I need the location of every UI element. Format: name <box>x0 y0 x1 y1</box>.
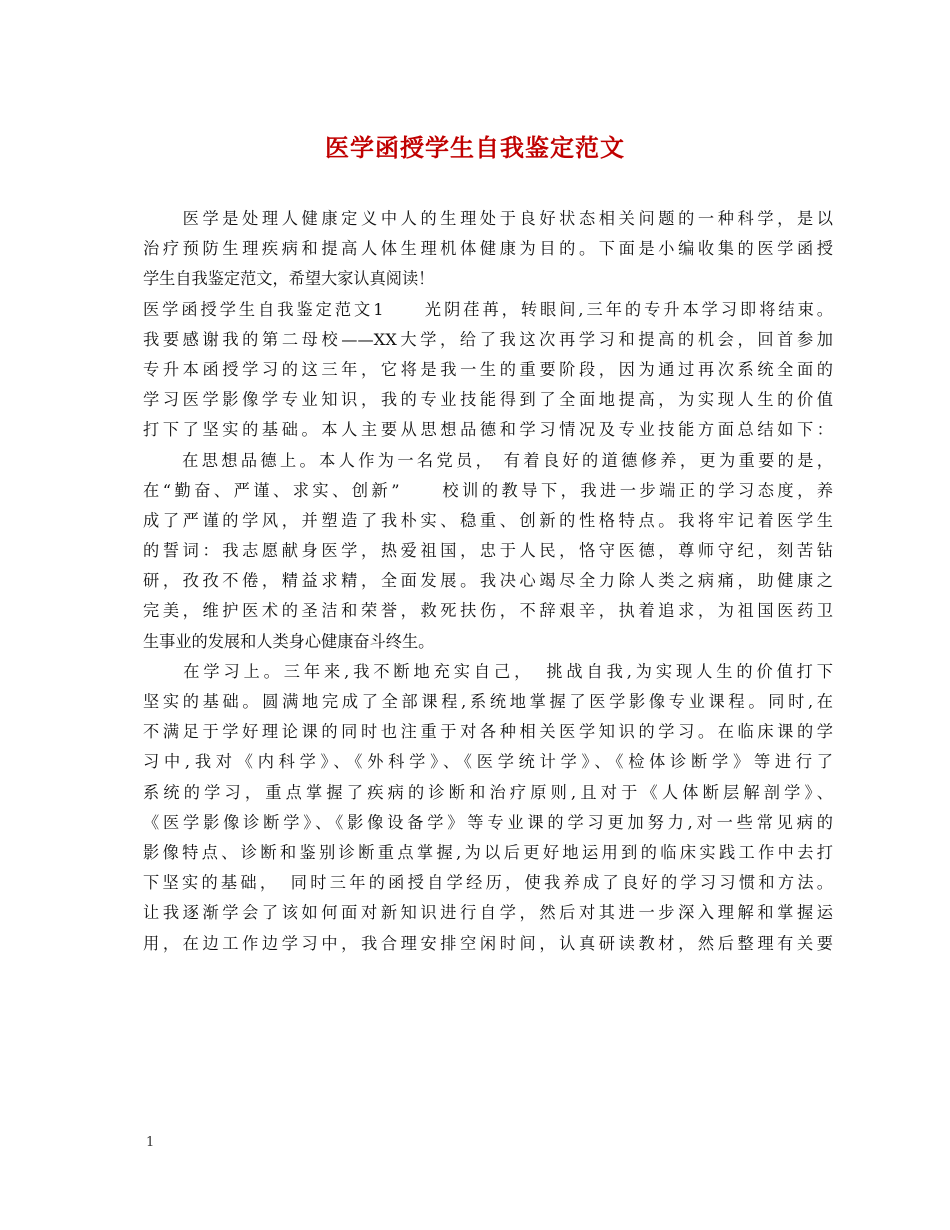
body-line: 坚实的基础。圆满地完成了全部课程,系统地掌握了医学影像专业课程。同时,在 <box>143 692 833 711</box>
body-line: 学习医学影像学专业知识，我的专业技能得到了全面地提高，为实现人生的价值 <box>143 390 833 410</box>
body-line: 下坚实的基础， 同时三年的函授自学经历，使我养成了良好的学习习惯和方法。 <box>143 873 833 893</box>
body-line: 在思想品德上。本人作为一名党员， 有着良好的道德修养，更为重要的是， <box>143 450 833 470</box>
body-line: 学生自我鉴定范文，希望大家认真阅读！ <box>143 269 435 289</box>
body-line: 成了严谨的学风，并塑造了我朴实、稳重、创新的性格特点。我将牢记着医学生 <box>143 510 833 530</box>
body-line: 医学函授学生自我鉴定范文1 光阴荏苒，转眼间,三年的专升本学习即将结束。 <box>143 299 833 319</box>
body-line: 习中,我对《内科学》、《外科学》、《医学统计学》、《检体诊断学》等进行了 <box>143 752 833 772</box>
body-line: 用，在边工作边学习中，我合理安排空闲时间，认真研读教材，然后整理有关要 <box>143 933 833 953</box>
body-line: 不满足于学好理论课的同时也注重于对各种相关医学知识的学习。在临床课的学 <box>143 722 833 742</box>
body-line: 影像特点、诊断和鉴别诊断重点掌握,为以后更好地运用到的临床实践工作中去打 <box>143 842 833 862</box>
body-line: 完美，维护医术的圣洁和荣誉，救死扶伤，不辞艰辛，执着追求，为祖国医药卫 <box>143 601 833 621</box>
document-body <box>143 204 833 959</box>
body-line: 系统的学习，重点掌握了疾病的诊断和治疗原则,且对于《人体断层解剖学》、 <box>143 782 833 802</box>
body-line: 的誓词：我志愿献身医学，热爱祖国，忠于人民，恪守医德，尊师守纪，刻苦钻 <box>143 541 833 561</box>
body-line: 生事业的发展和人类身心健康奋斗终生。 <box>143 631 435 651</box>
body-line: 研，孜孜不倦，精益求精，全面发展。我决心竭尽全力除人类之病痛，助健康之 <box>143 571 833 591</box>
document-title: 医学函授学生自我鉴定范文 <box>325 133 625 162</box>
body-line: 专升本函授学习的这三年，它将是我一生的重要阶段，因为通过再次系统全面的 <box>143 359 833 379</box>
body-line: 打下了坚实的基础。本人主要从思想品德和学习情况及专业技能方面总结如下： <box>143 420 833 440</box>
body-line: 在“勤奋、严谨、求实、创新” 校训的教导下，我进一步端正的学习态度，养 <box>143 480 833 500</box>
body-line: 治疗预防生理疾病和提高人体生理机体健康为目的。下面是小编收集的医学函授 <box>143 239 833 259</box>
body-line: 让我逐渐学会了该如何面对新知识进行自学，然后对其进一步深入理解和掌握运 <box>143 903 833 923</box>
page-number: 1 <box>146 1135 155 1150</box>
body-line: 医学是处理人健康定义中人的生理处于良好状态相关问题的一种科学，是以 <box>143 209 833 228</box>
body-line: 《医学影像诊断学》、《影像设备学》等专业课的学习更加努力,对一些常见病的 <box>143 812 833 832</box>
body-line: 我要感谢我的第二母校——XX大学，给了我这次再学习和提高的机会，回首参加 <box>143 329 833 349</box>
body-line: 在学习上。三年来,我不断地充实自己， 挑战自我,为实现人生的价值打下 <box>143 661 833 681</box>
